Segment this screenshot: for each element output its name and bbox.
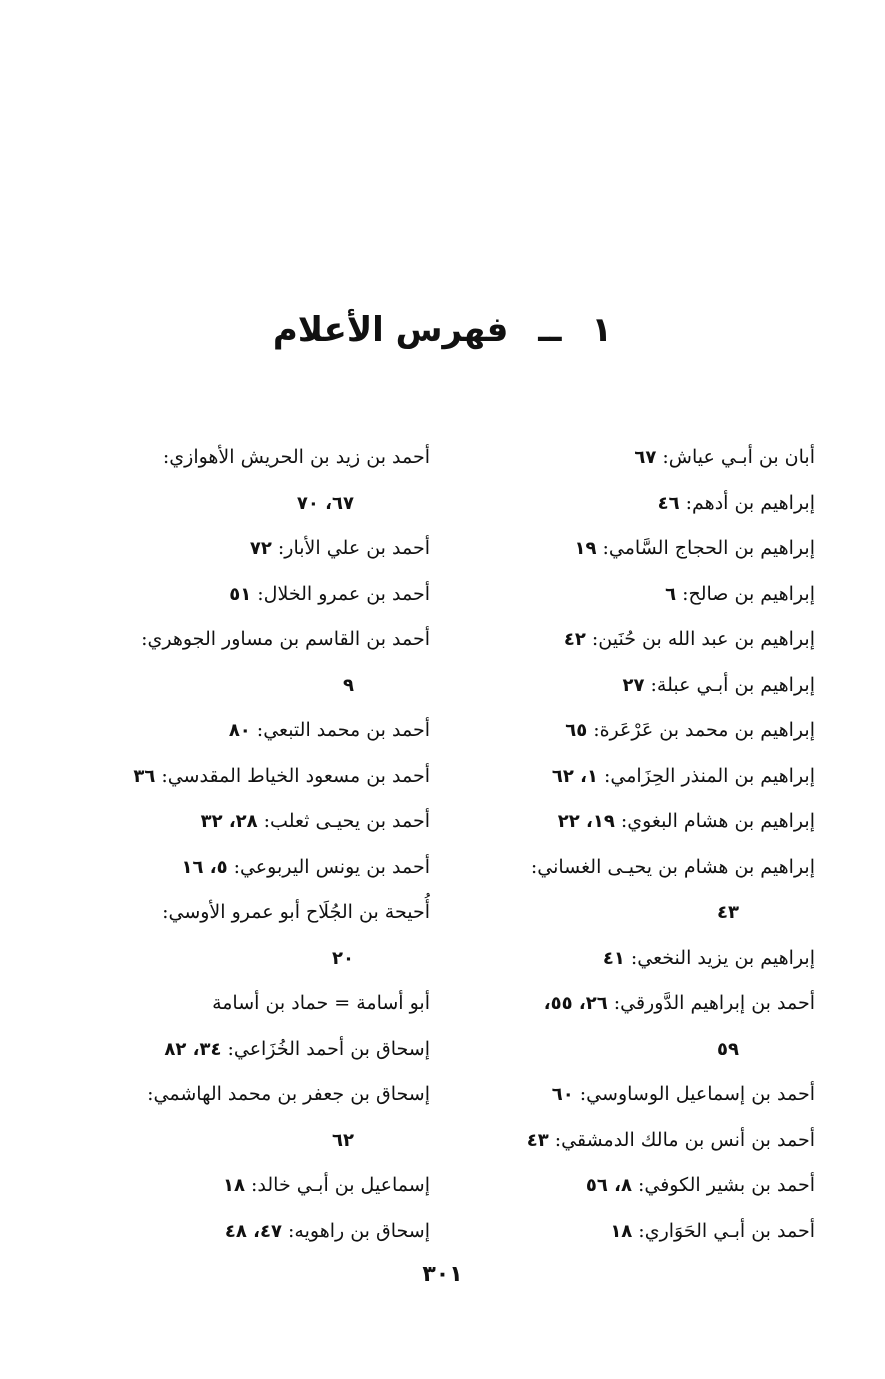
index-entry xyxy=(85,799,430,845)
entry-pages: ٤٣ xyxy=(717,902,739,923)
entry-pages: ١٨ xyxy=(610,1220,633,1242)
entry-pages: ٤٦ xyxy=(657,492,680,514)
index-entry xyxy=(445,435,815,481)
index-entry xyxy=(445,936,815,982)
entry-name: إسماعيل بن أبـي خالد: xyxy=(251,1174,430,1196)
entry-pages: ٢٦، ٥٥، xyxy=(543,993,608,1014)
entry-name: إبراهيم بن صالح: xyxy=(682,582,815,605)
entry-pages: ٥٩ xyxy=(717,1038,739,1060)
entry-name: أحمد بن زيد بن الحريش الأهوازي: xyxy=(162,446,430,468)
index-entry xyxy=(85,572,430,618)
entry-pages: ٦٢ xyxy=(332,1129,354,1151)
entry-pages: ٨، ٥٦ xyxy=(585,1175,632,1196)
entry-pages: ٣٦ xyxy=(133,765,156,787)
index-entry xyxy=(445,799,815,845)
entry-pages: ٤٧، ٤٨ xyxy=(224,1220,282,1242)
index-entry xyxy=(445,1163,815,1209)
index-entry xyxy=(85,1209,430,1255)
entry-name: إبراهيم بن الحجاج السَّامي: xyxy=(602,537,815,559)
entry-pages: ٢٧ xyxy=(622,674,645,696)
entry-pages: ٨٠ xyxy=(228,720,251,741)
entry-pages: ٦٧، ٧٠ xyxy=(296,492,354,514)
entry-name: أحمد بن أبـي الحَوَاري: xyxy=(638,1219,815,1242)
entry-pages: ٥١ xyxy=(229,583,252,605)
index-entry xyxy=(445,1118,815,1164)
entry-name: إبراهيم بن يزيد النخعي: xyxy=(630,946,815,969)
entry-name: إبراهيم بن هشام البغوي: xyxy=(620,810,815,832)
index-entry xyxy=(85,890,430,936)
index-entry xyxy=(85,1163,430,1209)
section-dash: ــ xyxy=(538,310,562,350)
index-entry-continuation xyxy=(85,481,430,527)
entry-name: إبراهيم بن أبـي عبلة: xyxy=(650,673,815,696)
entry-pages: ٥، ١٦ xyxy=(181,856,228,878)
index-entry xyxy=(85,981,430,1027)
index-entry xyxy=(445,981,815,1027)
entry-name: أبو أسامة = حماد بن أسامة xyxy=(212,992,430,1014)
index-entry xyxy=(445,845,815,891)
page-number: ٣٠١ xyxy=(422,1262,463,1287)
entry-pages: ٤٢ xyxy=(563,629,586,650)
entry-pages: ٢٨، ٣٢ xyxy=(200,811,258,832)
entry-name: أحمد بن يحيـى ثعلب: xyxy=(263,810,430,832)
entry-pages: ٩ xyxy=(343,674,354,696)
entry-pages: ٦ xyxy=(665,583,677,605)
index-entry-continuation xyxy=(85,663,430,709)
index-entry xyxy=(445,1209,815,1255)
index-entry xyxy=(85,845,430,891)
index-entry-continuation xyxy=(85,936,430,982)
entry-name: أحمد بن محمد التبعي: xyxy=(256,719,430,741)
entry-pages: ٦٧ xyxy=(634,447,657,468)
index-entry xyxy=(445,708,815,754)
entry-name: إسحاق بن جعفر بن محمد الهاشمي: xyxy=(147,1083,430,1105)
entry-name: إبراهيم بن المنذر الحِزَامي: xyxy=(603,764,815,787)
entry-name: أحمد بن يونس اليربوعي: xyxy=(233,855,430,878)
entry-name: إبراهيم بن هشام بن يحيـى الغساني: xyxy=(530,855,815,878)
section-number: ١ xyxy=(591,310,613,350)
entry-pages: ١، ٦٢ xyxy=(551,765,598,787)
entry-name: أحمد بن أنس بن مالك الدمشقي: xyxy=(554,1128,815,1151)
index-entry xyxy=(445,754,815,800)
index-entry xyxy=(85,754,430,800)
entry-pages: ٣٤، ٨٢ xyxy=(164,1038,222,1060)
index-entry xyxy=(445,617,815,663)
entry-name: أحمد بن عمرو الخلال: xyxy=(257,582,430,605)
index-entry xyxy=(85,526,430,572)
index-entry xyxy=(85,435,430,481)
index-entry xyxy=(445,481,815,527)
index-entry xyxy=(85,708,430,754)
entry-name: إسحاق بن أحمد الخُزَاعي: xyxy=(227,1037,430,1060)
entry-pages: ٦٠ xyxy=(551,1084,574,1105)
entry-name: أحمد بن القاسم بن مساور الجوهري: xyxy=(141,628,430,650)
entry-name: أحمد بن علي الأبار: xyxy=(277,537,430,559)
entry-name: أبان بن أبـي عياش: xyxy=(662,446,815,468)
index-entry xyxy=(85,617,430,663)
index-entry xyxy=(445,663,815,709)
entry-name: أحمد بن إسماعيل الوساوسي: xyxy=(579,1083,815,1105)
index-entry-continuation xyxy=(445,890,815,936)
entry-name: إبراهيم بن أدهم: xyxy=(685,491,815,514)
index-entry xyxy=(85,1027,430,1073)
page-title xyxy=(0,305,885,355)
entry-name: إبراهيم بن عبد الله بن حُنَين: xyxy=(591,628,815,650)
index-entry xyxy=(85,1072,430,1118)
entry-pages: ١٩ xyxy=(574,538,597,559)
entry-pages: ٤٣ xyxy=(526,1129,549,1151)
entry-pages: ١٨ xyxy=(223,1175,246,1196)
entry-pages: ٤١ xyxy=(602,947,625,969)
entry-name: أحمد بن بشير الكوفي: xyxy=(637,1174,815,1196)
index-entry xyxy=(445,1072,815,1118)
index-entry xyxy=(445,572,815,618)
entry-name: أحمد بن مسعود الخياط المقدسي: xyxy=(161,764,430,787)
entry-name: أُحيحة بن الجُلَاح أبو عمرو الأوسي: xyxy=(162,901,430,923)
entry-name: أحمد بن إبراهيم الدَّورقي: xyxy=(613,992,815,1014)
entry-pages: ٢٠ xyxy=(332,947,354,969)
index-entry-continuation xyxy=(85,1118,430,1164)
section-title-text: فهرس الأعلام xyxy=(272,310,509,350)
index-entry-continuation xyxy=(445,1027,815,1073)
entry-name: إبراهيم بن محمد بن عَرْعَرة: xyxy=(593,719,815,741)
entry-pages: ٧٢ xyxy=(249,538,272,559)
entry-pages: ١٩، ٢٢ xyxy=(557,811,615,832)
index-column-right xyxy=(445,435,815,1254)
entry-pages: ٦٥ xyxy=(565,720,588,741)
index-entry xyxy=(445,526,815,572)
entry-name: إسحاق بن راهويه: xyxy=(288,1219,430,1242)
index-column-left xyxy=(85,435,430,1254)
